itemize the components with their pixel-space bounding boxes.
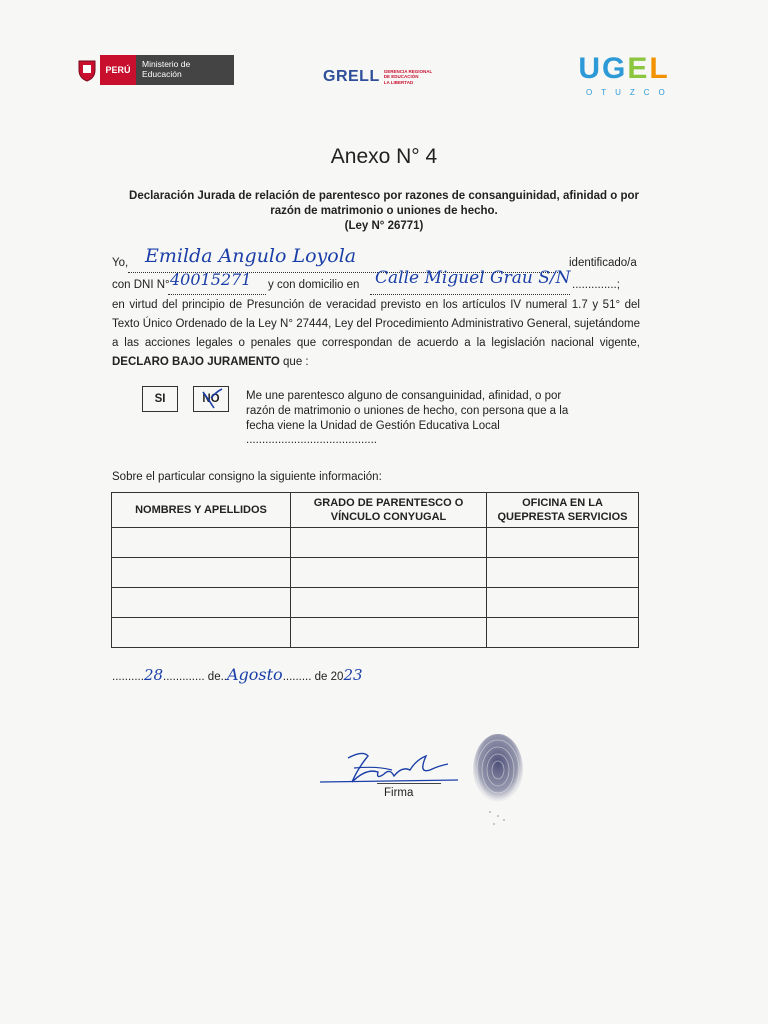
grell-sub-line: GERENCIA REGIONAL	[383, 68, 433, 74]
peru-brand: PERÚ	[100, 55, 136, 85]
table-row	[112, 618, 639, 648]
dni-value: 40015271	[170, 270, 252, 289]
check-mark-icon	[200, 388, 224, 410]
date-year-hand[interactable]: 23	[343, 666, 363, 684]
ugel-letter: U	[578, 52, 602, 85]
dni-label: con DNI N°	[112, 279, 170, 291]
ugel-wordmark	[578, 54, 670, 84]
table-row	[112, 588, 639, 618]
grell-sub-line: DE EDUCACIÓN	[383, 74, 419, 80]
ugel-letter: L	[649, 52, 670, 85]
document-title: Anexo N° 4	[330, 145, 438, 168]
table-cell[interactable]	[112, 558, 291, 588]
declaro-bajo-juramento: DECLARO BAJO JURAMENTO	[112, 356, 280, 368]
table-cell[interactable]	[291, 528, 487, 558]
table-cell[interactable]	[291, 558, 487, 588]
no-checkbox[interactable]	[193, 386, 229, 412]
ugel-letter: E	[627, 52, 650, 85]
date-month[interactable]: Agosto	[226, 665, 283, 684]
relatives-table	[111, 492, 639, 648]
domicilio-dots: ..............;	[572, 279, 620, 291]
date-dots: .............	[163, 671, 205, 683]
table-cell[interactable]	[291, 588, 487, 618]
table-cell[interactable]	[487, 528, 639, 558]
que-text: que :	[283, 356, 309, 368]
yo-label: Yo,	[112, 257, 129, 269]
table-cell[interactable]	[112, 618, 291, 648]
si-label: SI	[154, 393, 166, 405]
date-line	[112, 665, 363, 684]
de-label: de	[207, 671, 221, 683]
fingerprint-icon	[468, 730, 528, 830]
si-checkbox[interactable]	[142, 386, 178, 412]
peru-ministry-logo	[74, 55, 234, 85]
ministry-name: Ministerio de Educación	[136, 55, 234, 85]
ugel-letter: G	[601, 52, 628, 85]
table-row	[112, 528, 639, 558]
table-cell[interactable]	[487, 618, 639, 648]
declaration-paragraph	[112, 296, 640, 372]
statement-line: fecha viene la Unidad de Gestión Educativa Local	[246, 420, 500, 432]
date-day[interactable]: 28	[143, 666, 164, 684]
firma-label: Firma	[384, 787, 414, 799]
domicilio-label: y con domicilio en	[268, 279, 360, 291]
declaration-heading: Declaración Jurada de relación de parentesco por razones de consanguinidad, afinidad o por	[129, 190, 639, 202]
grell-sub-line: LA LIBERTAD	[383, 79, 414, 85]
table-row	[112, 558, 639, 588]
table-cell[interactable]	[487, 558, 639, 588]
table-cell[interactable]	[112, 588, 291, 618]
table-cell[interactable]	[112, 528, 291, 558]
statement-dots: .........................................	[246, 434, 377, 446]
ugel-subtitle: OTUZCO	[586, 88, 674, 97]
statement-line: razón de matrimonio o uniones de hecho, con persona que a la	[246, 405, 569, 417]
table-header-row	[112, 493, 639, 528]
no-label: NO	[202, 393, 220, 405]
col-header-nombres: NOMBRES Y APELLIDOS	[112, 493, 291, 528]
grell-wordmark: GRELL	[323, 68, 380, 85]
paragraph-text: en virtud del principio de Presunción de veracidad previsto en los artículos IV numeral 1.7 y 51° del Texto Único Ordenado de la Ley N° 27444, Ley del Procedimiento Administrativo General, sujetándome a las acciones legales o penales que correspondan de acuerdo a la legislación nacional vigente,	[112, 299, 640, 349]
law-reference: (Ley N° 26771)	[344, 220, 424, 232]
identificado-label: identificado/a	[569, 257, 637, 269]
info-label: Sobre el particular consigno la siguiente información:	[112, 471, 382, 483]
ugel-logo	[578, 52, 674, 97]
de-label: de	[314, 671, 328, 683]
statement-line: Me une parentesco alguno de consanguinidad, afinidad, o por	[246, 390, 562, 402]
table-cell[interactable]	[487, 588, 639, 618]
date-dots: .........	[282, 671, 312, 683]
grell-logo	[323, 68, 432, 86]
col-header-parentesco: GRADO DE PARENTESCO O VÍNCULO CONYUGAL	[291, 493, 487, 528]
peru-shield-icon	[74, 55, 100, 85]
date-year-printed: 20	[330, 671, 344, 683]
statement-line-justified	[246, 420, 580, 432]
name-value: Emilda Angulo Loyola	[145, 245, 357, 267]
col-header-oficina: OFICINA EN LA QUEPRESTA SERVICIOS	[487, 493, 639, 528]
grell-subtitle	[384, 69, 433, 86]
table-cell[interactable]	[291, 618, 487, 648]
date-dots: ..	[220, 671, 227, 683]
declaration-heading: razón de matrimonio o uniones de hecho.	[270, 205, 498, 217]
signature-line	[377, 783, 441, 784]
date-dots: ..........	[112, 671, 144, 683]
domicilio-value: Calle Miguel Grau S/N	[375, 268, 571, 288]
